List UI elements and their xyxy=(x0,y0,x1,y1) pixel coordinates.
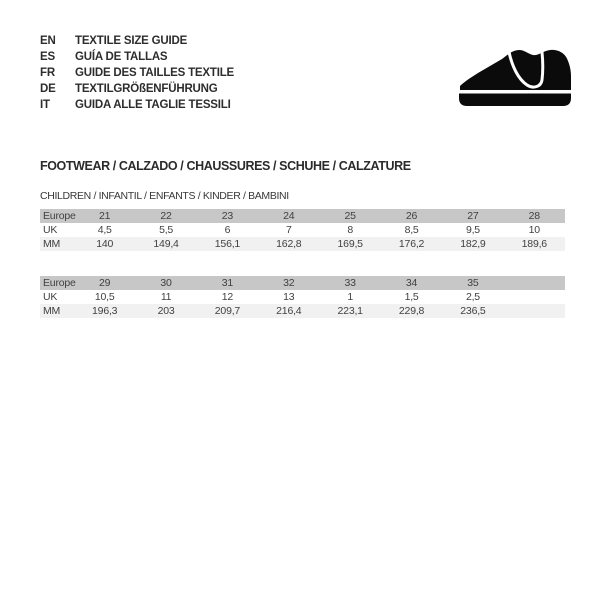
child-shoe-icon xyxy=(455,38,575,108)
page-header xyxy=(40,0,600,113)
language-row xyxy=(40,65,234,81)
language-row xyxy=(40,81,234,97)
size-value-cell: 162,8 xyxy=(276,238,302,250)
size-value-cell: 5,5 xyxy=(159,224,174,236)
size-value-cell: 12 xyxy=(221,291,234,303)
language-row xyxy=(40,33,234,49)
size-value-cell: 13 xyxy=(283,291,295,303)
size-value-cell: 8 xyxy=(347,224,353,236)
table-row-uk xyxy=(40,290,565,304)
language-code: FR xyxy=(40,67,55,79)
size-value-cell: 229,8 xyxy=(398,305,425,317)
size-value-cell: 6 xyxy=(224,224,231,236)
size-value-cell: 7 xyxy=(285,224,292,236)
size-value-cell: 4,5 xyxy=(97,224,112,236)
table-row-europe xyxy=(40,276,565,290)
size-value-cell: 34 xyxy=(405,277,418,289)
size-value-cell: 8,5 xyxy=(404,224,419,236)
size-value-cell: 216,4 xyxy=(276,305,302,317)
size-value-cell: 176,2 xyxy=(398,238,425,250)
size-value-cell: 29 xyxy=(99,277,111,289)
size-table-2 xyxy=(40,276,565,318)
language-label: GUIDA ALLE TAGLIE TESSILI xyxy=(75,99,231,111)
row-label-cell: UK xyxy=(43,291,58,303)
size-value-cell: 21 xyxy=(99,210,111,222)
size-value-cell: 156,1 xyxy=(214,238,241,250)
size-value-cell: 149,4 xyxy=(153,238,179,250)
row-label-cell: MM xyxy=(43,238,61,250)
size-value-cell: 27 xyxy=(467,210,479,222)
size-value-cell: 35 xyxy=(467,277,479,289)
section-title: FOOTWEAR / CALZADO / CHAUSSURES / SCHUHE / CALZATURE xyxy=(40,159,411,173)
row-label-cell: UK xyxy=(43,224,58,236)
size-value-cell: 1 xyxy=(347,291,353,303)
language-code: EN xyxy=(40,35,56,47)
language-list xyxy=(40,33,234,113)
size-value-cell: 10,5 xyxy=(94,291,115,303)
language-code: ES xyxy=(40,51,55,63)
table-row-europe xyxy=(40,209,565,223)
size-value-cell: 11 xyxy=(160,291,172,303)
language-code: DE xyxy=(40,83,56,95)
size-value-cell: 31 xyxy=(221,277,234,289)
language-label: TEXTILE SIZE GUIDE xyxy=(75,35,188,47)
table-gap xyxy=(40,251,600,276)
size-value-cell: 22 xyxy=(160,210,172,222)
size-value-cell: 24 xyxy=(283,210,295,222)
size-value-cell: 2,5 xyxy=(465,291,480,303)
language-row xyxy=(40,49,234,65)
size-table-1 xyxy=(40,209,565,251)
size-value-cell: 30 xyxy=(160,277,172,289)
size-value-cell: 33 xyxy=(344,277,356,289)
size-value-cell: 209,7 xyxy=(214,305,241,317)
size-value-cell: 189,6 xyxy=(521,238,547,250)
table-row-mm xyxy=(40,237,565,251)
size-value-cell: 182,9 xyxy=(460,238,486,250)
language-label: GUIDE DES TAILLES TEXTILE xyxy=(75,67,234,79)
size-value-cell: 196,3 xyxy=(92,305,118,317)
size-value-cell: 26 xyxy=(405,210,418,222)
size-value-cell: 10 xyxy=(528,224,540,236)
row-label-cell: Europe xyxy=(43,277,76,289)
row-label-cell: MM xyxy=(43,305,61,317)
size-value-cell: 23 xyxy=(221,210,234,222)
size-value-cell: 203 xyxy=(157,305,175,317)
size-value-cell: 28 xyxy=(528,210,540,222)
size-value-cell: 169,5 xyxy=(337,238,363,250)
row-label-cell: Europe xyxy=(43,210,76,222)
language-code: IT xyxy=(40,99,50,111)
size-value-cell: 223,1 xyxy=(337,305,363,317)
size-value-cell: 9,5 xyxy=(465,224,480,236)
table-row-uk xyxy=(40,223,565,237)
size-value-cell: 32 xyxy=(283,277,295,289)
size-value-cell: 140 xyxy=(96,238,114,250)
size-value-cell: 236,5 xyxy=(460,305,486,317)
section-subtitle: CHILDREN / INFANTIL / ENFANTS / KINDER / BAMBINI xyxy=(40,190,289,202)
table-row-mm xyxy=(40,304,565,318)
language-label: GUÍA DE TALLAS xyxy=(75,51,168,63)
language-label: TEXTILGRÖßENFÜHRUNG xyxy=(75,83,218,95)
language-row xyxy=(40,97,234,113)
size-value-cell: 1,5 xyxy=(404,291,419,303)
size-value-cell: 25 xyxy=(344,210,356,222)
